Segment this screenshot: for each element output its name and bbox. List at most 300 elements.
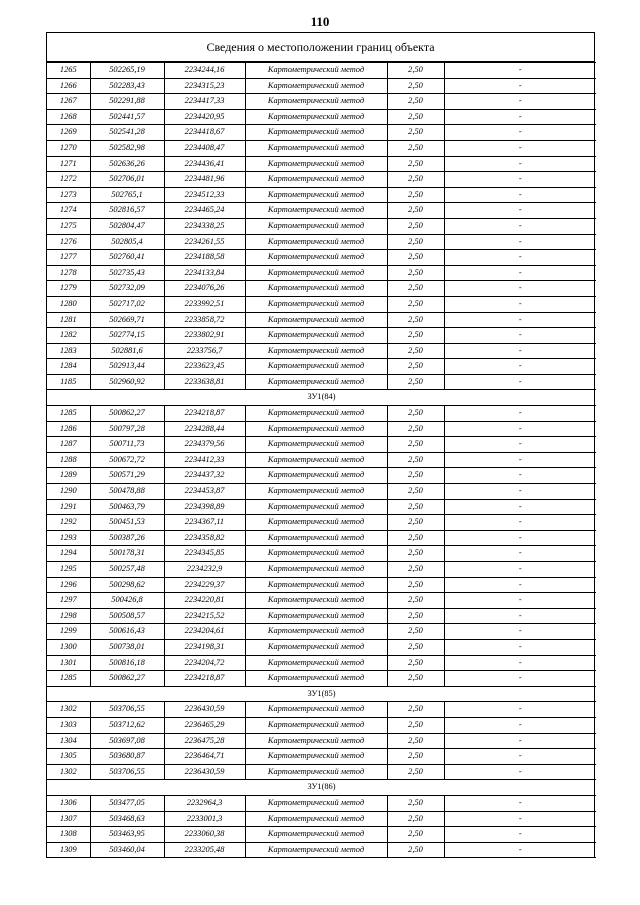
point-number-cell: 1279 — [47, 281, 90, 297]
description-cell: - — [444, 218, 596, 234]
x-coordinate-cell: 503477,05 — [90, 795, 164, 811]
accuracy-cell: 2,50 — [387, 499, 444, 515]
x-coordinate-cell: 502636,26 — [90, 156, 164, 172]
y-coordinate-cell: 2234465,24 — [164, 203, 245, 219]
x-coordinate-cell: 500298,62 — [90, 577, 164, 593]
point-number-cell: 1309 — [47, 842, 90, 858]
method-cell: Картометрический метод — [245, 733, 387, 749]
method-cell: Картометрический метод — [245, 250, 387, 266]
y-coordinate-cell: 2234218,87 — [164, 671, 245, 687]
accuracy-cell: 2,50 — [387, 827, 444, 843]
table-row — [47, 281, 596, 297]
method-cell: Картометрический метод — [245, 452, 387, 468]
description-cell: - — [444, 499, 596, 515]
point-number-cell: 1308 — [47, 827, 90, 843]
table-row — [47, 468, 596, 484]
accuracy-cell: 2,50 — [387, 406, 444, 422]
point-number-cell: 1298 — [47, 608, 90, 624]
x-coordinate-cell: 502717,02 — [90, 296, 164, 312]
accuracy-cell: 2,50 — [387, 639, 444, 655]
method-cell: Картометрический метод — [245, 172, 387, 188]
table-row — [47, 624, 596, 640]
x-coordinate-cell: 502582,98 — [90, 140, 164, 156]
description-cell: - — [444, 702, 596, 718]
x-coordinate-cell: 500797,28 — [90, 421, 164, 437]
table-row — [47, 499, 596, 515]
y-coordinate-cell: 2234412,33 — [164, 452, 245, 468]
method-cell: Картометрический метод — [245, 468, 387, 484]
y-coordinate-cell: 2234358,82 — [164, 530, 245, 546]
y-coordinate-cell: 2233638,81 — [164, 374, 245, 390]
y-coordinate-cell: 2234418,67 — [164, 125, 245, 141]
point-number-cell: 1274 — [47, 203, 90, 219]
x-coordinate-cell: 503463,95 — [90, 827, 164, 843]
point-number-cell: 1297 — [47, 593, 90, 609]
point-number-cell: 1268 — [47, 109, 90, 125]
x-coordinate-cell: 502805,4 — [90, 234, 164, 250]
table-row — [47, 234, 596, 250]
method-cell: Картометрический метод — [245, 156, 387, 172]
y-coordinate-cell: 2233858,72 — [164, 312, 245, 328]
x-coordinate-cell: 500257,48 — [90, 562, 164, 578]
table-row — [47, 328, 596, 344]
accuracy-cell: 2,50 — [387, 109, 444, 125]
description-cell: - — [444, 577, 596, 593]
method-cell: Картометрический метод — [245, 343, 387, 359]
point-number-cell: 1278 — [47, 265, 90, 281]
description-cell: - — [444, 265, 596, 281]
description-cell: - — [444, 530, 596, 546]
method-cell: Картометрический метод — [245, 608, 387, 624]
table-row — [47, 577, 596, 593]
accuracy-cell: 2,50 — [387, 484, 444, 500]
method-cell: Картометрический метод — [245, 717, 387, 733]
y-coordinate-cell: 2233756,7 — [164, 343, 245, 359]
y-coordinate-cell: 2234261,55 — [164, 234, 245, 250]
coordinates-table-body — [47, 63, 596, 858]
table-row — [47, 374, 596, 390]
table-row — [47, 608, 596, 624]
x-coordinate-cell: 500738,01 — [90, 639, 164, 655]
y-coordinate-cell: 2233205,48 — [164, 842, 245, 858]
description-cell: - — [444, 187, 596, 203]
method-cell: Картометрический метод — [245, 702, 387, 718]
y-coordinate-cell: 2234220,81 — [164, 593, 245, 609]
x-coordinate-cell: 500616,43 — [90, 624, 164, 640]
table-row — [47, 172, 596, 188]
description-cell: - — [444, 562, 596, 578]
x-coordinate-cell: 502760,41 — [90, 250, 164, 266]
description-cell: - — [444, 764, 596, 780]
description-cell: - — [444, 109, 596, 125]
point-number-cell: 1287 — [47, 437, 90, 453]
method-cell: Картометрический метод — [245, 359, 387, 375]
x-coordinate-cell: 502441,57 — [90, 109, 164, 125]
y-coordinate-cell: 2234076,26 — [164, 281, 245, 297]
table-row — [47, 312, 596, 328]
method-cell: Картометрический метод — [245, 795, 387, 811]
accuracy-cell: 2,50 — [387, 562, 444, 578]
y-coordinate-cell: 2234315,23 — [164, 78, 245, 94]
method-cell: Картометрический метод — [245, 63, 387, 79]
x-coordinate-cell: 503706,55 — [90, 764, 164, 780]
description-cell: - — [444, 234, 596, 250]
accuracy-cell: 2,50 — [387, 624, 444, 640]
accuracy-cell: 2,50 — [387, 125, 444, 141]
point-number-cell: 1291 — [47, 499, 90, 515]
description-cell: - — [444, 733, 596, 749]
table-row — [47, 655, 596, 671]
description-cell: - — [444, 281, 596, 297]
y-coordinate-cell: 2234218,87 — [164, 406, 245, 422]
y-coordinate-cell: 2234204,61 — [164, 624, 245, 640]
point-number-cell: 1267 — [47, 94, 90, 110]
x-coordinate-cell: 502706,01 — [90, 172, 164, 188]
point-number-cell: 1270 — [47, 140, 90, 156]
point-number-cell: 1288 — [47, 452, 90, 468]
y-coordinate-cell: 2233623,45 — [164, 359, 245, 375]
point-number-cell: 1283 — [47, 343, 90, 359]
y-coordinate-cell: 2234232,9 — [164, 562, 245, 578]
table-row — [47, 125, 596, 141]
table-row — [47, 733, 596, 749]
table-row — [47, 140, 596, 156]
table-row — [47, 484, 596, 500]
coordinates-table — [47, 62, 596, 858]
description-cell: - — [444, 156, 596, 172]
x-coordinate-cell: 502960,92 — [90, 374, 164, 390]
point-number-cell: 1294 — [47, 546, 90, 562]
point-number-cell: 1282 — [47, 328, 90, 344]
accuracy-cell: 2,50 — [387, 343, 444, 359]
x-coordinate-cell: 502913,44 — [90, 359, 164, 375]
description-cell: - — [444, 671, 596, 687]
description-cell: - — [444, 484, 596, 500]
table-row — [47, 749, 596, 765]
description-cell: - — [444, 608, 596, 624]
point-number-cell: 1284 — [47, 359, 90, 375]
method-cell: Картометрический метод — [245, 374, 387, 390]
y-coordinate-cell: 2236465,29 — [164, 717, 245, 733]
table-row — [47, 109, 596, 125]
x-coordinate-cell: 500816,18 — [90, 655, 164, 671]
y-coordinate-cell: 2234244,16 — [164, 63, 245, 79]
y-coordinate-cell: 2234481,96 — [164, 172, 245, 188]
method-cell: Картометрический метод — [245, 639, 387, 655]
y-coordinate-cell: 2232964,3 — [164, 795, 245, 811]
description-cell: - — [444, 312, 596, 328]
accuracy-cell: 2,50 — [387, 593, 444, 609]
method-cell: Картометрический метод — [245, 421, 387, 437]
accuracy-cell: 2,50 — [387, 265, 444, 281]
y-coordinate-cell: 2234288,44 — [164, 421, 245, 437]
table-row — [47, 406, 596, 422]
point-number-cell: 1300 — [47, 639, 90, 655]
accuracy-cell: 2,50 — [387, 671, 444, 687]
description-cell: - — [444, 827, 596, 843]
accuracy-cell: 2,50 — [387, 63, 444, 79]
method-cell: Картометрический метод — [245, 140, 387, 156]
description-cell: - — [444, 593, 596, 609]
accuracy-cell: 2,50 — [387, 281, 444, 297]
table-row — [47, 343, 596, 359]
x-coordinate-cell: 500463,79 — [90, 499, 164, 515]
accuracy-cell: 2,50 — [387, 749, 444, 765]
x-coordinate-cell: 502283,43 — [90, 78, 164, 94]
method-cell: Картометрический метод — [245, 94, 387, 110]
x-coordinate-cell: 500451,53 — [90, 515, 164, 531]
point-number-cell: 1295 — [47, 562, 90, 578]
table-row — [47, 546, 596, 562]
description-cell: - — [444, 842, 596, 858]
description-cell: - — [444, 468, 596, 484]
accuracy-cell: 2,50 — [387, 733, 444, 749]
y-coordinate-cell: 2234408,47 — [164, 140, 245, 156]
x-coordinate-cell: 500387,26 — [90, 530, 164, 546]
method-cell: Картометрический метод — [245, 437, 387, 453]
description-cell: - — [444, 78, 596, 94]
y-coordinate-cell: 2233802,91 — [164, 328, 245, 344]
table-row — [47, 265, 596, 281]
point-number-cell: 1292 — [47, 515, 90, 531]
method-cell: Картометрический метод — [245, 203, 387, 219]
accuracy-cell: 2,50 — [387, 577, 444, 593]
y-coordinate-cell: 2234367,11 — [164, 515, 245, 531]
description-cell: - — [444, 749, 596, 765]
y-coordinate-cell: 2234417,33 — [164, 94, 245, 110]
point-number-cell: 1273 — [47, 187, 90, 203]
method-cell: Картометрический метод — [245, 530, 387, 546]
section-header-row — [47, 686, 596, 702]
table-row — [47, 359, 596, 375]
x-coordinate-cell: 500862,27 — [90, 406, 164, 422]
point-number-cell: 1285 — [47, 671, 90, 687]
method-cell: Картометрический метод — [245, 577, 387, 593]
method-cell: Картометрический метод — [245, 484, 387, 500]
description-cell: - — [444, 343, 596, 359]
x-coordinate-cell: 502881,6 — [90, 343, 164, 359]
y-coordinate-cell: 2234204,72 — [164, 655, 245, 671]
point-number-cell: 1266 — [47, 78, 90, 94]
table-row — [47, 811, 596, 827]
accuracy-cell: 2,50 — [387, 515, 444, 531]
x-coordinate-cell: 500862,27 — [90, 671, 164, 687]
method-cell: Картометрический метод — [245, 109, 387, 125]
description-cell: - — [444, 94, 596, 110]
accuracy-cell: 2,50 — [387, 437, 444, 453]
table-row — [47, 218, 596, 234]
description-cell: - — [444, 515, 596, 531]
description-cell: - — [444, 437, 596, 453]
y-coordinate-cell: 2234453,87 — [164, 484, 245, 500]
point-number-cell: 1269 — [47, 125, 90, 141]
x-coordinate-cell: 502804,47 — [90, 218, 164, 234]
accuracy-cell: 2,50 — [387, 78, 444, 94]
point-number-cell: 1265 — [47, 63, 90, 79]
point-number-cell: 1293 — [47, 530, 90, 546]
description-cell: - — [444, 406, 596, 422]
method-cell: Картометрический метод — [245, 234, 387, 250]
point-number-cell: 1276 — [47, 234, 90, 250]
x-coordinate-cell: 502669,71 — [90, 312, 164, 328]
x-coordinate-cell: 502732,09 — [90, 281, 164, 297]
point-number-cell: 1304 — [47, 733, 90, 749]
table-row — [47, 795, 596, 811]
section-header: ЗУ1(84) — [47, 390, 596, 406]
method-cell: Картометрический метод — [245, 78, 387, 94]
table-row — [47, 639, 596, 655]
table-row — [47, 187, 596, 203]
point-number-cell: 1271 — [47, 156, 90, 172]
x-coordinate-cell: 502291,88 — [90, 94, 164, 110]
x-coordinate-cell: 500178,31 — [90, 546, 164, 562]
y-coordinate-cell: 2236475,28 — [164, 733, 245, 749]
method-cell: Картометрический метод — [245, 546, 387, 562]
accuracy-cell: 2,50 — [387, 312, 444, 328]
accuracy-cell: 2,50 — [387, 94, 444, 110]
description-cell: - — [444, 624, 596, 640]
x-coordinate-cell: 502541,28 — [90, 125, 164, 141]
y-coordinate-cell: 2234420,95 — [164, 109, 245, 125]
accuracy-cell: 2,50 — [387, 842, 444, 858]
description-cell: - — [444, 203, 596, 219]
table-row — [47, 842, 596, 858]
point-number-cell: 1303 — [47, 717, 90, 733]
description-cell: - — [444, 374, 596, 390]
point-number-cell: 1281 — [47, 312, 90, 328]
section-header: ЗУ1(85) — [47, 686, 596, 702]
y-coordinate-cell: 2234345,85 — [164, 546, 245, 562]
y-coordinate-cell: 2234188,58 — [164, 250, 245, 266]
accuracy-cell: 2,50 — [387, 468, 444, 484]
description-cell: - — [444, 795, 596, 811]
method-cell: Картометрический метод — [245, 811, 387, 827]
table-row — [47, 203, 596, 219]
point-number-cell: 1286 — [47, 421, 90, 437]
y-coordinate-cell: 2234437,32 — [164, 468, 245, 484]
method-cell: Картометрический метод — [245, 515, 387, 531]
accuracy-cell: 2,50 — [387, 203, 444, 219]
accuracy-cell: 2,50 — [387, 156, 444, 172]
accuracy-cell: 2,50 — [387, 452, 444, 468]
y-coordinate-cell: 2233001,3 — [164, 811, 245, 827]
y-coordinate-cell: 2234133,84 — [164, 265, 245, 281]
point-number-cell: 1302 — [47, 702, 90, 718]
table-row — [47, 94, 596, 110]
x-coordinate-cell: 502816,57 — [90, 203, 164, 219]
method-cell: Картометрический метод — [245, 749, 387, 765]
description-cell: - — [444, 452, 596, 468]
description-cell: - — [444, 655, 596, 671]
accuracy-cell: 2,50 — [387, 702, 444, 718]
point-number-cell: 1299 — [47, 624, 90, 640]
table-row — [47, 702, 596, 718]
method-cell: Картометрический метод — [245, 265, 387, 281]
point-number-cell: 1302 — [47, 764, 90, 780]
x-coordinate-cell: 502774,15 — [90, 328, 164, 344]
table-row — [47, 827, 596, 843]
table-row — [47, 250, 596, 266]
description-cell: - — [444, 250, 596, 266]
y-coordinate-cell: 2236430,59 — [164, 764, 245, 780]
accuracy-cell: 2,50 — [387, 234, 444, 250]
y-coordinate-cell: 2234229,37 — [164, 577, 245, 593]
x-coordinate-cell: 502765,1 — [90, 187, 164, 203]
accuracy-cell: 2,50 — [387, 172, 444, 188]
point-number-cell: 1289 — [47, 468, 90, 484]
x-coordinate-cell: 503468,63 — [90, 811, 164, 827]
sheet-title: Сведения о местоположении границ объекта — [47, 33, 594, 62]
x-coordinate-cell: 503697,08 — [90, 733, 164, 749]
method-cell: Картометрический метод — [245, 624, 387, 640]
accuracy-cell: 2,50 — [387, 717, 444, 733]
coordinates-sheet — [46, 32, 595, 858]
table-row — [47, 593, 596, 609]
description-cell: - — [444, 125, 596, 141]
x-coordinate-cell: 500672,72 — [90, 452, 164, 468]
accuracy-cell: 2,50 — [387, 795, 444, 811]
method-cell: Картометрический метод — [245, 406, 387, 422]
point-number-cell: 1285 — [47, 406, 90, 422]
accuracy-cell: 2,50 — [387, 250, 444, 266]
x-coordinate-cell: 502735,43 — [90, 265, 164, 281]
method-cell: Картометрический метод — [245, 827, 387, 843]
method-cell: Картометрический метод — [245, 842, 387, 858]
accuracy-cell: 2,50 — [387, 546, 444, 562]
method-cell: Картометрический метод — [245, 218, 387, 234]
accuracy-cell: 2,50 — [387, 421, 444, 437]
description-cell: - — [444, 140, 596, 156]
accuracy-cell: 2,50 — [387, 187, 444, 203]
accuracy-cell: 2,50 — [387, 530, 444, 546]
accuracy-cell: 2,50 — [387, 359, 444, 375]
method-cell: Картометрический метод — [245, 499, 387, 515]
description-cell: - — [444, 296, 596, 312]
method-cell: Картометрический метод — [245, 593, 387, 609]
description-cell: - — [444, 421, 596, 437]
x-coordinate-cell: 500478,88 — [90, 484, 164, 500]
method-cell: Картометрический метод — [245, 764, 387, 780]
x-coordinate-cell: 500711,73 — [90, 437, 164, 453]
y-coordinate-cell: 2234215,52 — [164, 608, 245, 624]
y-coordinate-cell: 2234398,89 — [164, 499, 245, 515]
point-number-cell: 1290 — [47, 484, 90, 500]
point-number-cell: 1277 — [47, 250, 90, 266]
accuracy-cell: 2,50 — [387, 218, 444, 234]
table-row — [47, 78, 596, 94]
point-number-cell: 1296 — [47, 577, 90, 593]
method-cell: Картометрический метод — [245, 312, 387, 328]
method-cell: Картометрический метод — [245, 281, 387, 297]
x-coordinate-cell: 503680,87 — [90, 749, 164, 765]
table-row — [47, 437, 596, 453]
method-cell: Картометрический метод — [245, 655, 387, 671]
description-cell: - — [444, 172, 596, 188]
table-row — [47, 452, 596, 468]
description-cell: - — [444, 63, 596, 79]
table-row — [47, 530, 596, 546]
point-number-cell: 1306 — [47, 795, 90, 811]
method-cell: Картометрический метод — [245, 296, 387, 312]
table-row — [47, 156, 596, 172]
method-cell: Картометрический метод — [245, 671, 387, 687]
table-row — [47, 421, 596, 437]
method-cell: Картометрический метод — [245, 328, 387, 344]
table-row — [47, 296, 596, 312]
x-coordinate-cell: 500508,57 — [90, 608, 164, 624]
method-cell: Картометрический метод — [245, 187, 387, 203]
x-coordinate-cell: 500426,8 — [90, 593, 164, 609]
